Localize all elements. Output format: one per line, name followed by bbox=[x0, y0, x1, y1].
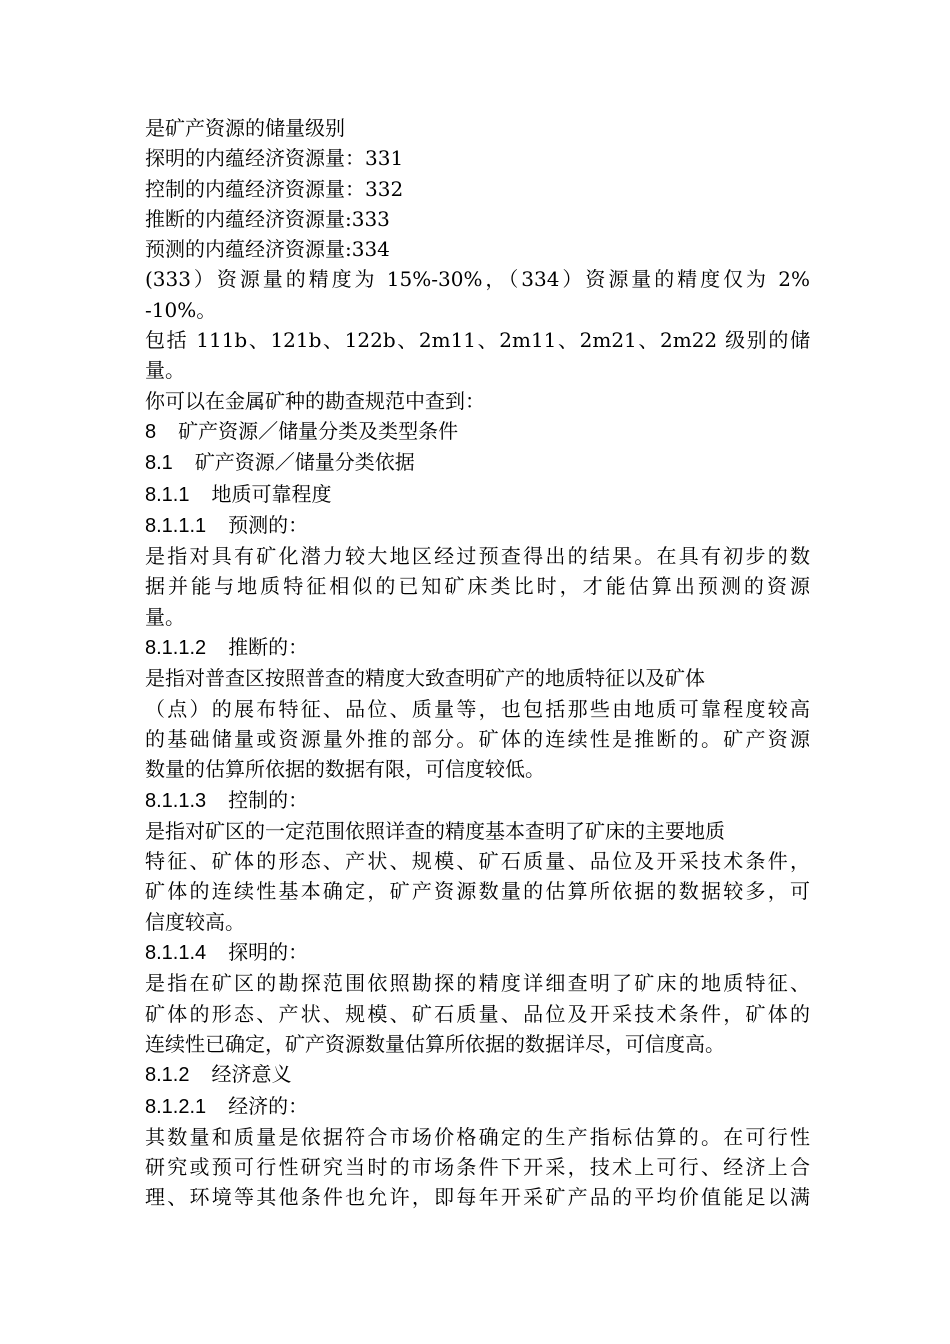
paragraph-line bbox=[145, 204, 810, 234]
paragraph-line bbox=[145, 355, 810, 385]
paragraph-line bbox=[145, 541, 810, 571]
line-text: 矿产资源／储量分类依据 bbox=[194, 450, 415, 475]
line-text: 矿体的形态、产状、规模、矿石质量、品位及开采技术条件，矿体的 bbox=[145, 1001, 810, 1026]
line-text: (333）资源量的精度为 15%-30%，（334）资源量的精度仅为 2% bbox=[145, 267, 810, 292]
line-text: 推断的： bbox=[228, 635, 309, 660]
section-heading bbox=[145, 632, 810, 663]
section-heading bbox=[145, 785, 810, 816]
paragraph-line bbox=[145, 295, 810, 325]
line-text: 矿产资源／储量分类及类型条件 bbox=[178, 418, 459, 443]
paragraph-line bbox=[145, 968, 810, 998]
paragraph-line bbox=[145, 694, 810, 724]
line-text: 包括 111b、121b、122b、2m11、2m11、2m21、2m22 级别的储 bbox=[145, 328, 810, 353]
section-number: 8.1 bbox=[145, 452, 173, 475]
line-text: 控制的内蕴经济资源量：332 bbox=[145, 176, 404, 201]
line-text: 经济的： bbox=[228, 1093, 309, 1118]
section-number: 8.1.2.1 bbox=[145, 1095, 207, 1118]
paragraph-line bbox=[145, 1029, 810, 1059]
line-text: 矿体的连续性基本确定，矿产资源数量的估算所依据的数据较多，可 bbox=[145, 879, 810, 904]
line-text: 探明的内蕴经济资源量：331 bbox=[145, 146, 404, 171]
line-text: 是指对普查区按照普查的精度大致查明矿产的地质特征以及矿体 bbox=[145, 666, 705, 691]
paragraph-line bbox=[145, 264, 810, 294]
section-number: 8 bbox=[145, 420, 157, 443]
line-text: 探明的： bbox=[228, 940, 309, 965]
section-heading bbox=[145, 1059, 810, 1090]
line-text: 是指对具有矿化潜力较大地区经过预查得出的结果。在具有初步的数 bbox=[145, 544, 810, 569]
paragraph-line bbox=[145, 876, 810, 906]
line-text: 是矿产资源的储量级别 bbox=[145, 116, 345, 140]
section-heading bbox=[145, 510, 810, 541]
line-text: 是指对矿区的一定范围依照详查的精度基本查明了矿床的主要地质 bbox=[145, 818, 725, 843]
line-text: 量。 bbox=[145, 604, 185, 629]
line-text: 经济意义 bbox=[211, 1062, 292, 1087]
line-text: 研究或预可行性研究当时的市场条件下开采，技术上可行、经济上合 bbox=[145, 1155, 810, 1180]
line-text: 预测的： bbox=[228, 512, 309, 537]
section-heading bbox=[145, 937, 810, 968]
line-text: 地质可靠程度 bbox=[211, 481, 332, 506]
line-text: 控制的： bbox=[228, 787, 309, 812]
section-number: 8.1.1.2 bbox=[145, 637, 207, 660]
line-text: 量。 bbox=[145, 358, 185, 383]
line-text: 特征、矿体的形态、产状、规模、矿石质量、品位及开采技术条件， bbox=[145, 849, 810, 874]
line-text: 连续性已确定，矿产资源数量估算所依据的数据详尽，可信度高。 bbox=[145, 1031, 725, 1056]
paragraph-line bbox=[145, 1152, 810, 1182]
line-text: （点）的展布特征、品位、质量等，也包括那些由地质可靠程度较高 bbox=[145, 696, 810, 721]
paragraph-line bbox=[145, 907, 810, 937]
section-heading bbox=[145, 416, 810, 447]
paragraph-line bbox=[145, 602, 810, 632]
paragraph-line bbox=[145, 386, 810, 416]
line-text: 据并能与地质特征相似的已知矿床类比时，才能估算出预测的资源 bbox=[145, 574, 810, 599]
line-text: 是指在矿区的勘探范围依照勘探的精度详细查明了矿床的地质特征、 bbox=[145, 971, 810, 996]
line-text: -10%。 bbox=[145, 297, 217, 322]
paragraph-line bbox=[145, 999, 810, 1029]
section-number: 8.1.2 bbox=[145, 1064, 190, 1087]
section-number: 8.1.1 bbox=[145, 483, 190, 506]
paragraph-line bbox=[145, 234, 810, 264]
line-text: 预测的内蕴经济资源量:334 bbox=[145, 237, 390, 262]
section-heading bbox=[145, 1091, 810, 1122]
paragraph-line bbox=[145, 846, 810, 876]
line-text: 推断的内蕴经济资源量:333 bbox=[145, 206, 390, 231]
paragraph-line bbox=[145, 1122, 810, 1152]
line-text: 其数量和质量是依据符合市场价格确定的生产指标估算的。在可行性 bbox=[145, 1124, 810, 1149]
line-text: 的基础储量或资源量外推的部分。矿体的连续性是推断的。矿产资源 bbox=[145, 726, 810, 751]
paragraph-line bbox=[145, 816, 810, 846]
section-number: 8.1.1.3 bbox=[145, 789, 207, 812]
line-text: 理、环境等其他条件也允许，即每年开采矿产品的平均价值能足以满 bbox=[145, 1185, 810, 1210]
paragraph-line bbox=[145, 325, 810, 355]
paragraph-line bbox=[145, 113, 810, 143]
line-text: 你可以在金属矿种的勘查规范中查到： bbox=[145, 388, 485, 413]
section-heading bbox=[145, 447, 810, 478]
section-number: 8.1.1.1 bbox=[145, 514, 207, 537]
line-text: 数量的估算所依据的数据有限，可信度较低。 bbox=[145, 757, 545, 782]
paragraph-line bbox=[145, 1182, 810, 1212]
paragraph-line bbox=[145, 754, 810, 784]
section-heading bbox=[145, 479, 810, 510]
line-text: 信度较高。 bbox=[145, 909, 245, 934]
paragraph-line bbox=[145, 724, 810, 754]
paragraph-line bbox=[145, 663, 810, 693]
section-number: 8.1.1.4 bbox=[145, 942, 207, 965]
paragraph-line bbox=[145, 174, 810, 204]
document-body bbox=[145, 113, 810, 1213]
paragraph-line bbox=[145, 571, 810, 601]
paragraph-line bbox=[145, 143, 810, 173]
